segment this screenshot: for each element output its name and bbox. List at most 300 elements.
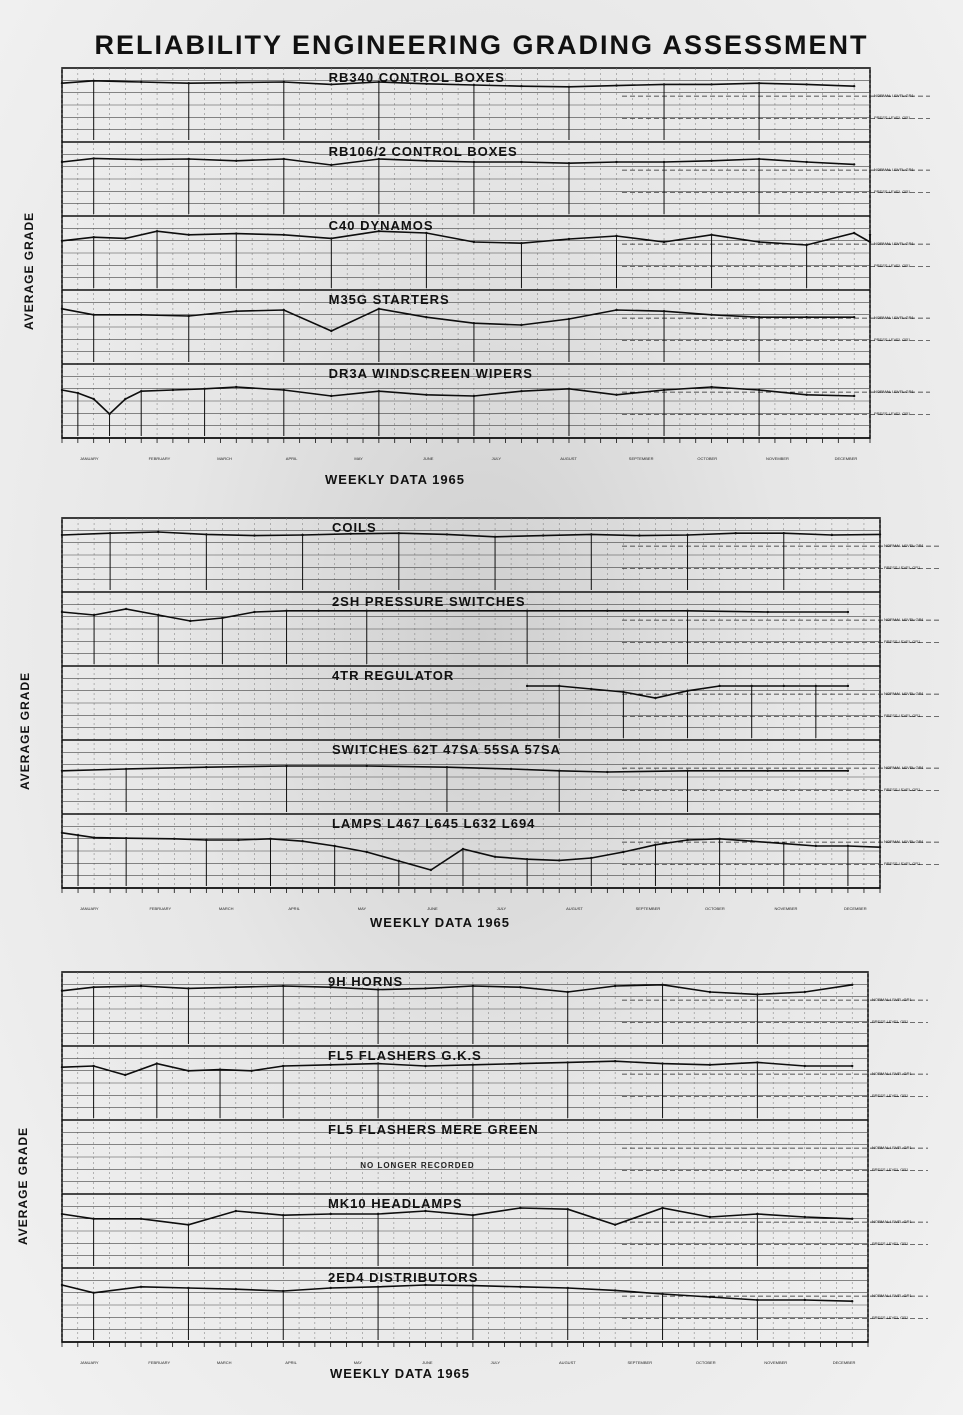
data-point — [92, 398, 94, 400]
data-point — [140, 390, 142, 392]
data-point — [188, 82, 190, 84]
data-point — [851, 1065, 853, 1067]
month-tick-label: FEBRUARY — [148, 456, 171, 461]
series-label: DR3A WINDSCREEN WIPERS — [328, 366, 533, 381]
normal-level-label: NORMAL LEVEL GR1 — [874, 167, 914, 173]
data-point — [157, 531, 159, 533]
data-point — [494, 856, 496, 858]
data-point — [758, 316, 760, 318]
normal-level-label: NORMAL LEVEL GR1 — [872, 1071, 912, 1077]
data-point — [140, 314, 142, 316]
normal-level-label: NORMAL LEVEL GR1 — [872, 997, 912, 1003]
data-point — [92, 1292, 94, 1294]
data-point — [250, 1070, 252, 1072]
normal-level-label: NORMAL LEVEL GR1 — [884, 839, 924, 845]
press-level-label: PRESS LEVEL GR1 — [884, 639, 921, 645]
data-point — [622, 691, 624, 693]
data-point — [269, 838, 271, 840]
series-note: NO LONGER RECORDED — [360, 1160, 475, 1170]
data-point — [333, 845, 335, 847]
month-tick-label: MARCH — [218, 906, 234, 911]
data-point — [815, 845, 817, 847]
series-label: 2ED4 DISTRIBUTORS — [327, 1270, 479, 1285]
data-point — [473, 241, 475, 243]
month-tick-label: AUGUST — [560, 456, 577, 461]
data-point — [756, 1299, 758, 1301]
month-tick-label: DECEMBER — [832, 1360, 856, 1365]
data-point — [615, 309, 617, 311]
data-point — [472, 1214, 474, 1216]
data-point — [125, 837, 127, 839]
data-point — [235, 81, 237, 83]
month-tick-label: APRIL — [288, 906, 300, 911]
data-point — [520, 161, 522, 163]
data-point — [758, 389, 760, 391]
data-point — [851, 984, 853, 986]
press-level-label: PRESS LEVEL GR1 — [874, 411, 911, 417]
press-level-label: PRESS LEVEL GR1 — [884, 713, 921, 719]
data-point — [869, 241, 871, 243]
data-point — [446, 610, 448, 612]
data-point — [425, 160, 427, 162]
data-point — [77, 392, 79, 394]
data-point — [446, 766, 448, 768]
month-tick-label: JULY — [491, 456, 502, 461]
data-point — [804, 1216, 806, 1218]
data-point — [758, 241, 760, 243]
data-point — [590, 857, 592, 859]
data-point — [853, 232, 855, 234]
series-label: 4TR REGULATOR — [331, 668, 455, 683]
data-point — [285, 610, 287, 612]
data-point — [366, 610, 368, 612]
data-point — [140, 985, 142, 987]
data-point — [124, 1074, 126, 1076]
data-point — [804, 1299, 806, 1301]
data-point — [282, 985, 284, 987]
data-point — [510, 768, 512, 770]
data-point — [710, 234, 712, 236]
data-point — [520, 242, 522, 244]
data-point — [188, 234, 190, 236]
data-point — [125, 608, 127, 610]
month-tick-label: FEBRUARY — [148, 1360, 171, 1365]
data-point — [61, 1213, 63, 1215]
month-tick-label: NOVEMBER — [766, 456, 789, 461]
data-point — [187, 1224, 189, 1226]
data-point — [663, 310, 665, 312]
data-point — [221, 617, 223, 619]
data-point — [317, 610, 319, 612]
data-point — [77, 834, 79, 836]
data-point — [61, 1284, 63, 1286]
data-point — [615, 161, 617, 163]
data-point — [237, 839, 239, 841]
data-point — [661, 984, 663, 986]
month-tick-label: MAY — [357, 906, 367, 911]
data-point — [718, 838, 720, 840]
data-point — [282, 1290, 284, 1292]
data-point — [140, 1286, 142, 1288]
data-point — [61, 161, 63, 163]
data-point — [329, 1287, 331, 1289]
series-label: MK10 HEADLAMPS — [327, 1196, 463, 1211]
data-point — [767, 611, 769, 613]
data-point — [734, 532, 736, 534]
normal-level-label: NORMAL LEVEL GR1 — [884, 543, 924, 549]
data-point — [710, 160, 712, 162]
data-point — [519, 986, 521, 988]
data-point — [92, 80, 94, 82]
y-axis-label: AVERAGE GRADE — [18, 671, 32, 790]
month-tick-label: MAY — [353, 1360, 363, 1365]
data-point — [614, 985, 616, 987]
data-point — [494, 536, 496, 538]
data-point — [661, 1293, 663, 1295]
data-point — [235, 1210, 237, 1212]
data-point — [805, 394, 807, 396]
data-point — [851, 1218, 853, 1220]
chart-title: RELIABILITY ENGINEERING GRADING ASSESSMENT — [94, 30, 869, 60]
press-level-label: PRESS LEVEL GR1 — [872, 1167, 909, 1173]
data-point — [661, 1062, 663, 1064]
data-point — [756, 1213, 758, 1215]
data-point — [235, 160, 237, 162]
month-tick-label: APRIL — [285, 1360, 297, 1365]
data-point — [378, 390, 380, 392]
data-point — [615, 84, 617, 86]
data-point — [567, 1287, 569, 1289]
data-point — [709, 1064, 711, 1066]
data-point — [654, 697, 656, 699]
data-point — [654, 844, 656, 846]
data-point — [542, 534, 544, 536]
data-point — [520, 85, 522, 87]
press-level-label: PRESS LEVEL GR1 — [884, 565, 921, 571]
data-point — [519, 1207, 521, 1209]
data-point — [615, 394, 617, 396]
data-point — [462, 848, 464, 850]
data-point — [398, 860, 400, 862]
data-point — [61, 1066, 63, 1068]
month-tick-label: JANUARY — [80, 456, 99, 461]
data-point — [156, 1062, 158, 1064]
data-point — [590, 688, 592, 690]
data-point — [663, 241, 665, 243]
data-point — [472, 985, 474, 987]
data-point — [61, 832, 63, 834]
data-point — [568, 318, 570, 320]
data-point — [558, 859, 560, 861]
data-point — [590, 533, 592, 535]
data-point — [187, 1070, 189, 1072]
data-point — [853, 316, 855, 318]
data-point — [187, 987, 189, 989]
data-point — [366, 765, 368, 767]
data-point — [663, 83, 665, 85]
data-point — [156, 230, 158, 232]
data-point — [686, 534, 688, 536]
data-point — [61, 82, 63, 84]
data-point — [188, 315, 190, 317]
data-point — [108, 413, 110, 415]
data-point — [329, 1064, 331, 1066]
data-point — [473, 395, 475, 397]
data-point — [804, 1065, 806, 1067]
data-point — [425, 394, 427, 396]
data-point — [425, 316, 427, 318]
data-point — [61, 389, 63, 391]
data-point — [282, 1214, 284, 1216]
month-tick-label: JANUARY — [80, 906, 99, 911]
month-tick-label: JUNE — [423, 456, 434, 461]
data-point — [686, 839, 688, 841]
data-point — [205, 533, 207, 535]
x-axis-label: WEEKLY DATA 1965 — [370, 915, 511, 930]
data-point — [526, 858, 528, 860]
data-point — [92, 986, 94, 988]
data-point — [424, 1065, 426, 1067]
data-point — [756, 1061, 758, 1063]
data-point — [853, 85, 855, 87]
data-point — [283, 158, 285, 160]
data-point — [424, 987, 426, 989]
data-point — [61, 990, 63, 992]
data-point — [283, 389, 285, 391]
month-tick-label: JULY — [490, 1360, 501, 1365]
data-point — [847, 770, 849, 772]
data-point — [709, 991, 711, 993]
data-point — [377, 1213, 379, 1215]
data-point — [568, 86, 570, 88]
data-point — [663, 389, 665, 391]
press-level-label: PRESS LEVEL GR1 — [874, 263, 911, 269]
data-point — [750, 685, 752, 687]
data-point — [709, 1216, 711, 1218]
data-point — [526, 610, 528, 612]
series-label: M35G STARTERS — [328, 292, 450, 307]
data-point — [235, 232, 237, 234]
month-tick-label: MAY — [354, 456, 363, 461]
data-point — [869, 234, 871, 236]
data-point — [330, 395, 332, 397]
series-label: 9H HORNS — [327, 974, 404, 989]
data-point — [235, 1288, 237, 1290]
data-point — [567, 1208, 569, 1210]
series-label: FL5 FLASHERS G.K.S — [327, 1048, 482, 1063]
data-point — [92, 1065, 94, 1067]
month-tick-label: OCTOBER — [695, 1360, 716, 1365]
data-point — [92, 157, 94, 159]
series-label: SWITCHES 62T 47SA 55SA 57SA — [331, 742, 561, 757]
data-point — [140, 81, 142, 83]
data-point — [301, 840, 303, 842]
series-line — [62, 609, 848, 621]
data-point — [377, 1286, 379, 1288]
data-point — [430, 869, 432, 871]
data-point — [805, 316, 807, 318]
data-point — [519, 1062, 521, 1064]
data-point — [189, 620, 191, 622]
month-tick-label: OCTOBER — [705, 906, 725, 911]
normal-level-label: NORMAL LEVEL GR1 — [874, 315, 914, 321]
data-point — [520, 324, 522, 326]
month-tick-label: SEPTEMBER — [627, 1360, 653, 1365]
series-label: RB340 CONTROL BOXES — [328, 70, 505, 85]
data-point — [446, 533, 448, 535]
data-point — [750, 840, 752, 842]
data-point — [758, 82, 760, 84]
data-point — [140, 158, 142, 160]
month-tick-label: MARCH — [216, 1360, 232, 1365]
data-point — [638, 534, 640, 536]
data-point — [188, 158, 190, 160]
data-point — [519, 1286, 521, 1288]
normal-level-label: NORMAL LEVEL GR1 — [884, 691, 924, 697]
data-point — [815, 685, 817, 687]
normal-level-label: NORMAL LEVEL GR1 — [872, 1145, 912, 1151]
data-point — [879, 533, 881, 535]
data-point — [173, 838, 175, 840]
data-point — [526, 685, 528, 687]
data-point — [661, 1207, 663, 1209]
data-point — [93, 614, 95, 616]
press-level-label: PRESS LEVEL GR1 — [872, 1241, 909, 1247]
data-point — [92, 1218, 94, 1220]
data-point — [853, 163, 855, 165]
data-point — [92, 236, 94, 238]
data-point — [61, 308, 63, 310]
month-tick-label: APRIL — [285, 456, 298, 461]
data-point — [606, 610, 608, 612]
series-label: LAMPS L467 L645 L632 L694 — [331, 816, 536, 831]
data-point — [235, 386, 237, 388]
data-point — [330, 164, 332, 166]
month-tick-label: AUGUST — [559, 1360, 576, 1365]
data-point — [615, 235, 617, 237]
data-point — [61, 770, 63, 772]
series-label: C40 DYNAMOS — [328, 218, 434, 233]
normal-level-label: NORMAL LEVEL GR1 — [872, 1219, 912, 1225]
series-label: 2SH PRESSURE SWITCHES — [331, 594, 526, 609]
month-tick-label: JULY — [496, 906, 507, 911]
data-point — [686, 770, 688, 772]
data-point — [235, 310, 237, 312]
data-point — [686, 690, 688, 692]
month-tick-label: FEBRUARY — [149, 906, 172, 911]
data-point — [398, 532, 400, 534]
data-point — [758, 158, 760, 160]
data-point — [710, 386, 712, 388]
data-point — [783, 532, 785, 534]
data-point — [205, 766, 207, 768]
data-point — [125, 768, 127, 770]
data-point — [92, 314, 94, 316]
month-tick-label: JUNE — [422, 1360, 433, 1365]
data-point — [567, 1061, 569, 1063]
month-tick-label: NOVEMBER — [774, 906, 798, 911]
press-level-label: PRESS LEVEL GR1 — [884, 787, 921, 793]
data-point — [473, 161, 475, 163]
data-point — [378, 308, 380, 310]
data-point — [710, 83, 712, 85]
data-point — [710, 314, 712, 316]
data-point — [709, 1296, 711, 1298]
press-level-label: PRESS LEVEL GR1 — [874, 337, 911, 343]
data-point — [157, 614, 159, 616]
data-point — [61, 611, 63, 613]
data-point — [558, 770, 560, 772]
data-point — [568, 238, 570, 240]
normal-level-label: NORMAL LEVEL GR1 — [872, 1293, 912, 1299]
series-line — [62, 231, 870, 245]
data-point — [285, 765, 287, 767]
data-point — [831, 534, 833, 536]
month-tick-label: SEPTEMBER — [635, 906, 661, 911]
month-tick-label: AUGUST — [566, 906, 583, 911]
press-level-label: PRESS LEVEL GR1 — [884, 861, 921, 867]
data-point — [109, 532, 111, 534]
month-tick-label: JANUARY — [80, 1360, 99, 1365]
data-point — [219, 1068, 221, 1070]
month-tick-label: DECEMBER — [843, 906, 867, 911]
press-level-label: PRESS LEVEL GR1 — [872, 1019, 909, 1025]
data-point — [520, 390, 522, 392]
data-point — [330, 330, 332, 332]
data-point — [124, 237, 126, 239]
data-point — [614, 1289, 616, 1291]
press-level-label: PRESS LEVEL GR1 — [872, 1093, 909, 1099]
data-point — [568, 388, 570, 390]
data-point — [235, 986, 237, 988]
data-point — [301, 534, 303, 536]
data-point — [686, 610, 688, 612]
data-point — [614, 1060, 616, 1062]
data-point — [606, 771, 608, 773]
data-point — [804, 991, 806, 993]
data-point — [805, 244, 807, 246]
data-point — [851, 1300, 853, 1302]
series-label: RB106/2 CONTROL BOXES — [328, 144, 518, 159]
data-point — [853, 395, 855, 397]
press-level-label: PRESS LEVEL GR1 — [874, 189, 911, 195]
data-point — [847, 611, 849, 613]
data-point — [567, 991, 569, 993]
series-line — [62, 766, 848, 772]
data-point — [718, 685, 720, 687]
month-tick-label: OCTOBER — [697, 456, 718, 461]
data-point — [61, 240, 63, 242]
data-point — [93, 836, 95, 838]
data-point — [329, 1213, 331, 1215]
normal-level-label: NORMAL LEVEL GR1 — [874, 389, 914, 395]
x-axis-label: WEEKLY DATA 1965 — [330, 1366, 471, 1381]
data-point — [783, 685, 785, 687]
y-axis-label: AVERAGE GRADE — [22, 211, 36, 330]
data-point — [558, 685, 560, 687]
data-point — [756, 993, 758, 995]
month-tick-label: NOVEMBER — [764, 1360, 788, 1365]
data-point — [622, 851, 624, 853]
data-point — [614, 1224, 616, 1226]
normal-level-label: NORMAL LEVEL GR1 — [884, 617, 924, 623]
x-axis-label: WEEKLY DATA 1965 — [325, 472, 466, 487]
month-tick-label: JUNE — [427, 906, 438, 911]
data-point — [140, 1218, 142, 1220]
data-point — [124, 398, 126, 400]
data-point — [330, 237, 332, 239]
data-point — [568, 162, 570, 164]
